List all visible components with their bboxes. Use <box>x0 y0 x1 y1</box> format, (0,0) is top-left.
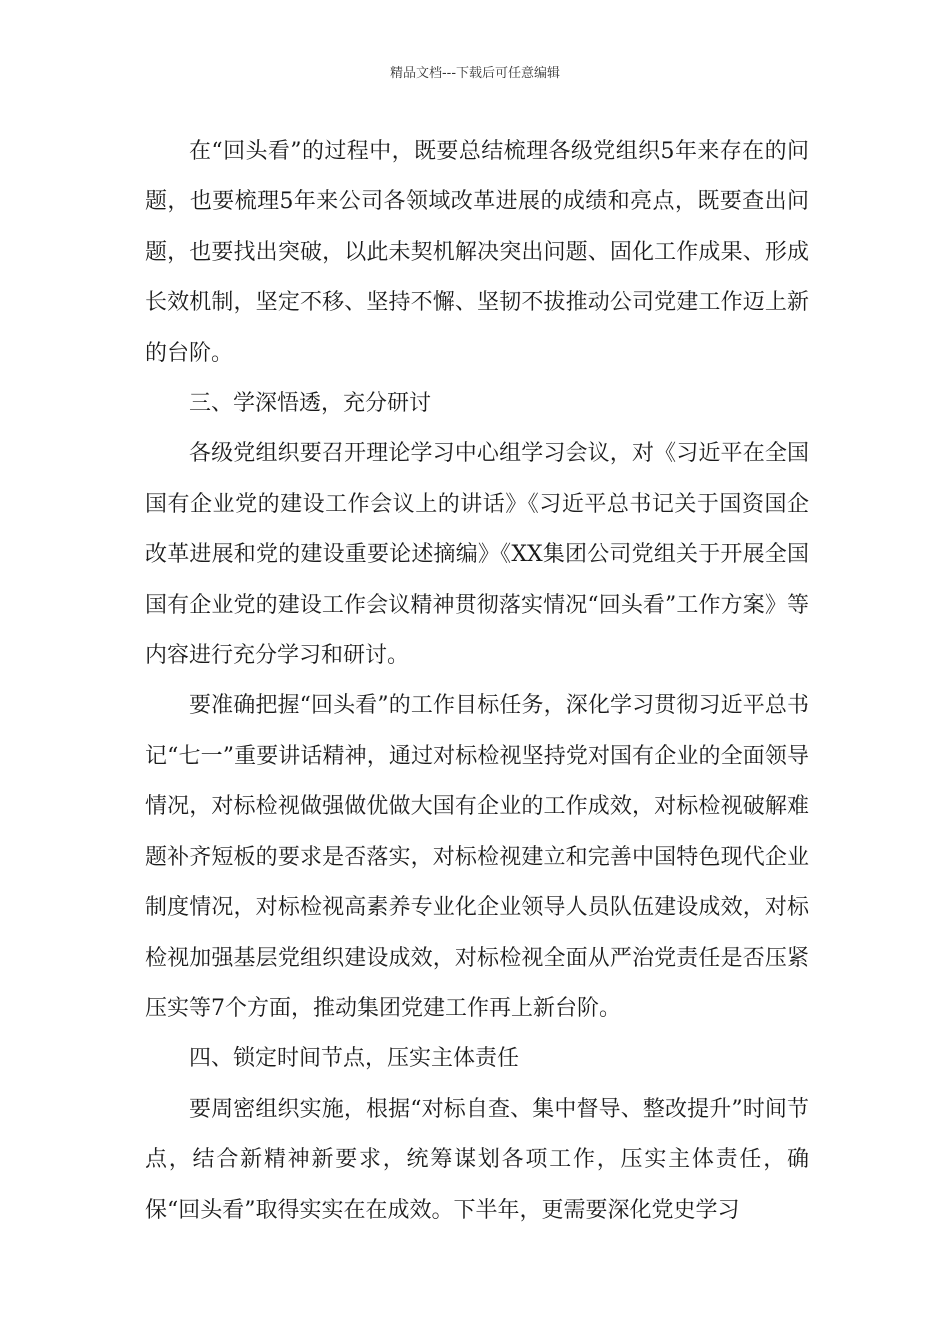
paragraph-work-targets: 要准确把握“回头看”的工作目标任务，深化学习贯彻习近平总书记“七一”重要讲话精神，通过对标检视坚持党对国有企业的全面领导情况，对标检视做强做优做大国有企业的工作成效，对标检视破解难题补齐短板的要求是否落实，对标检视建立和完善中国特色现代企业制度情况，对标检视高素养专业化企业领导人员队伍建设成效，对标检视加强基层党组织建设成效，对标检视全面从严治党责任是否压紧压实等7个方面，推动集团党建工作再上新台阶。 <box>145 693 809 1021</box>
section-heading-study: 三、学深悟透，充分研讨 <box>189 391 432 417</box>
paragraph-implementation: 要周密组织实施，根据“对标自查、集中督导、整改提升”时间节点，结合新精神新要求，统筹谋划各项工作，压实主体责任，确保“回头看”取得实实在在成效。下半年，更需要深化党史学习 <box>145 1096 809 1223</box>
paragraph-review-summary: 在“回头看”的过程中，既要总结梳理各级党组织5年来存在的问题，也要梳理5年来公司各领域改革进展的成绩和亮点，既要查出问题，也要找出突破，以此未契机解决突出问题、固化工作成果、形成长效机制，坚定不移、坚持不懈、坚韧不拔推动公司党建工作迈上新的台阶。 <box>145 139 809 366</box>
document-body <box>145 127 809 1236</box>
section-heading-timeline: 四、锁定时间节点，压实主体责任 <box>189 1046 520 1072</box>
page-header: 精品文档---下载后可任意编辑 <box>389 66 561 81</box>
paragraph-study-meeting: 各级党组织要召开理论学习中心组学习会议，对《习近平在全国国有企业党的建设工作会议上的讲话》《习近平总书记关于国资国企改革进展和党的建设重要论述摘编》《XX集团公司党组关于开展全国国有企业党的建设工作会议精神贯彻落实情况“回头看”工作方案》等内容进行充分学习和研讨。 <box>145 441 809 669</box>
